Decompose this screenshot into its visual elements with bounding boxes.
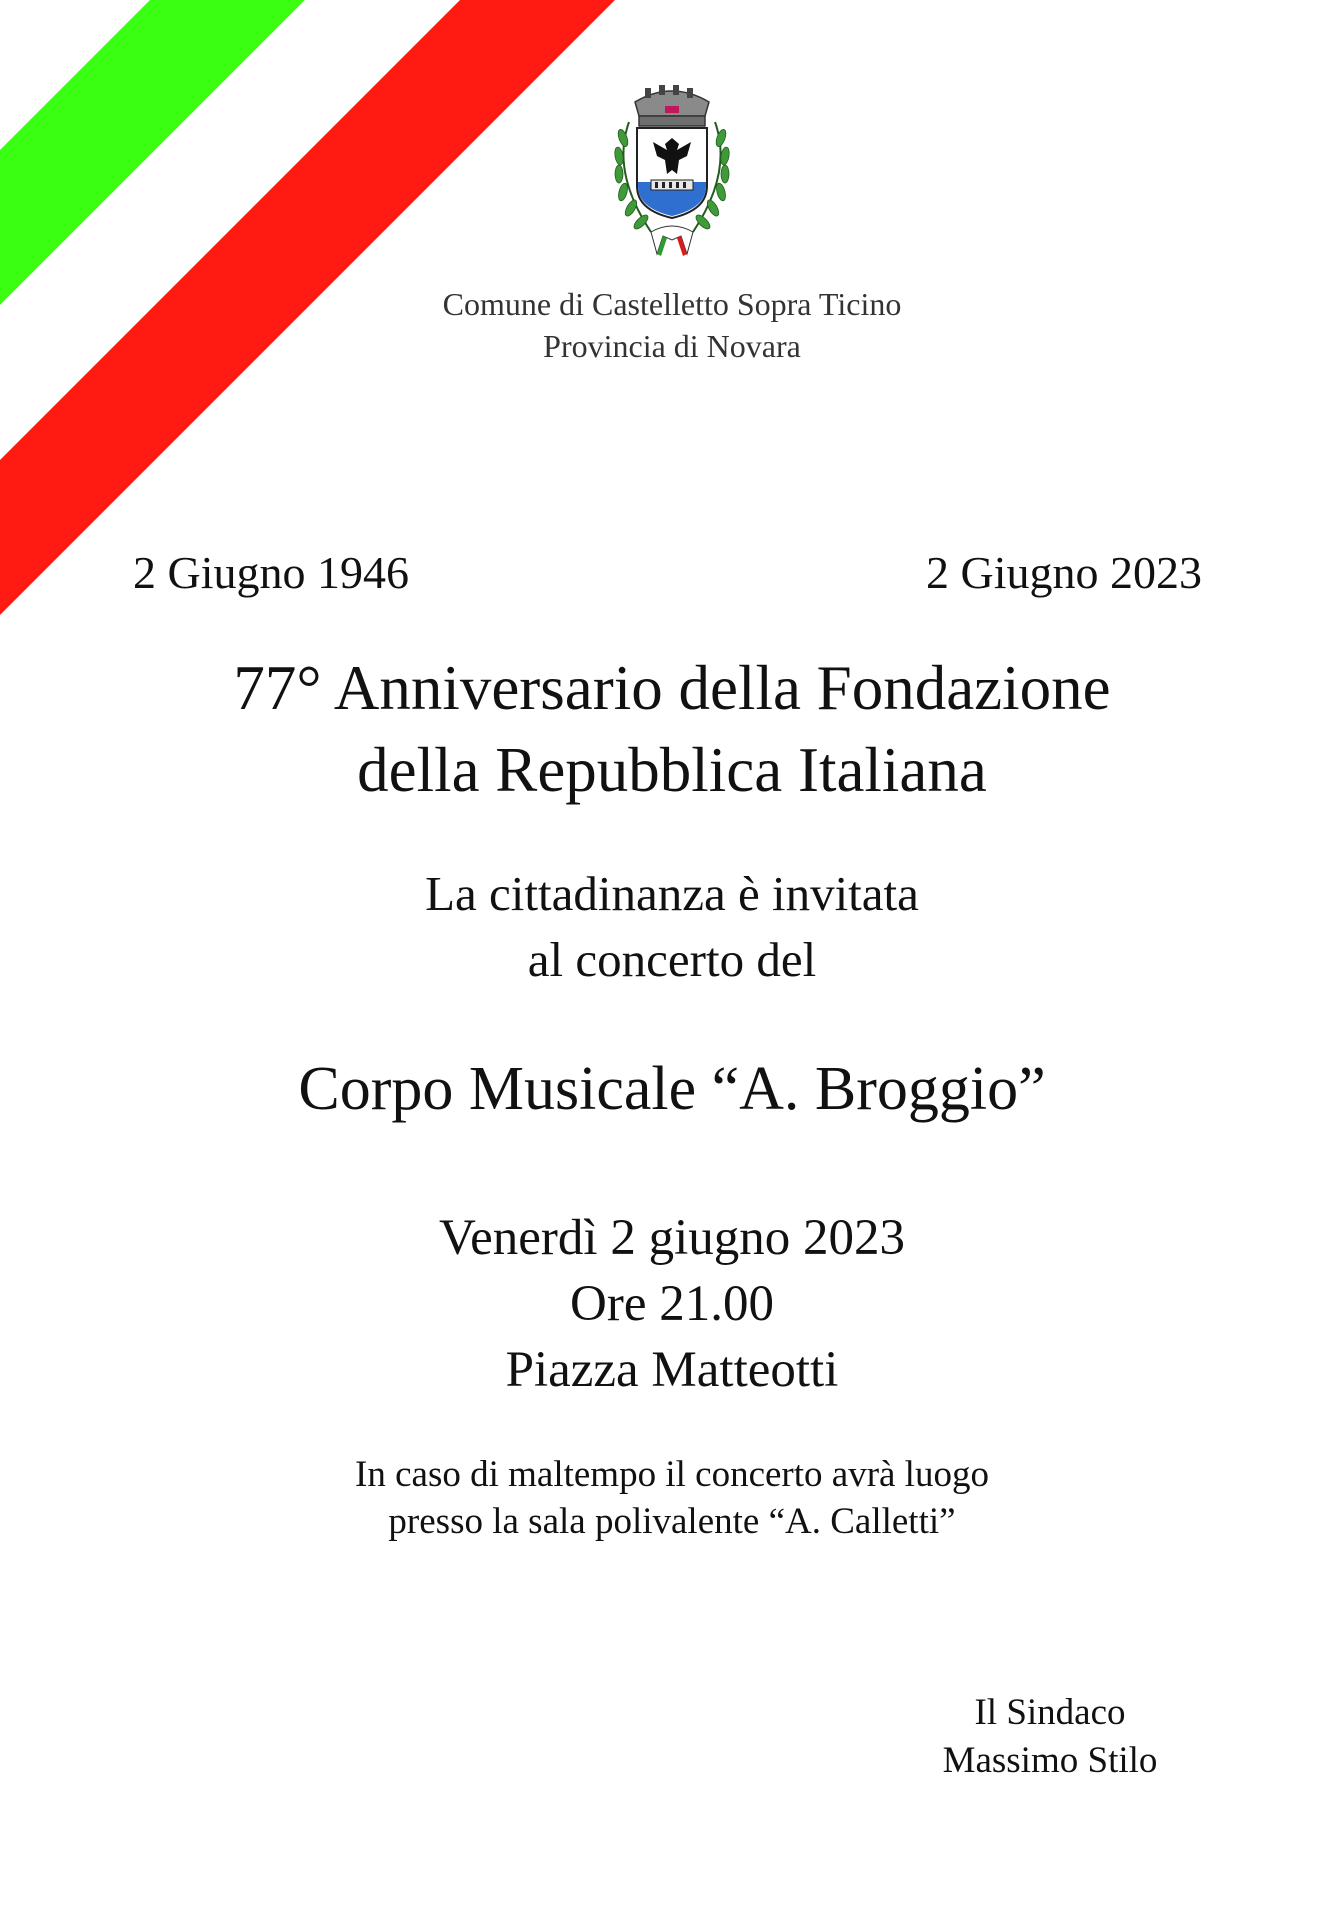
invitation-line1: La cittadinanza è invitata <box>425 866 919 921</box>
signature-name: Massimo Stilo <box>942 1740 1158 1781</box>
invitation-line2: al concerto del <box>527 932 817 987</box>
current-date: 2 Giugno 2023 <box>926 547 1202 598</box>
event-place: Piazza Matteotti <box>505 1342 839 1398</box>
crown-icon <box>635 85 709 126</box>
event-date: Venerdì 2 giugno 2023 <box>438 1210 906 1266</box>
band-name: Corpo Musicale “A. Broggio” <box>298 1055 1046 1123</box>
signature-role: Il Sindaco <box>974 1692 1126 1733</box>
event-time: Ore 21.00 <box>570 1276 774 1332</box>
weather-note-line2: presso la sala polivalente “A. Calletti” <box>388 1501 956 1542</box>
anniversary-title-line1: 77° Anniversario della Fondazione <box>233 653 1111 723</box>
coat-of-arms-icon <box>607 82 737 262</box>
anniversary-title-line2: della Repubblica Italiana <box>357 735 987 805</box>
municipality-name: Comune di Castelletto Sopra Ticino <box>442 286 902 322</box>
weather-note-line1: In caso di maltempo il concerto avrà luogo <box>355 1454 989 1495</box>
founding-date: 2 Giugno 1946 <box>133 547 409 598</box>
province-name: Provincia di Novara <box>543 328 801 364</box>
ribbon-icon <box>651 226 693 256</box>
